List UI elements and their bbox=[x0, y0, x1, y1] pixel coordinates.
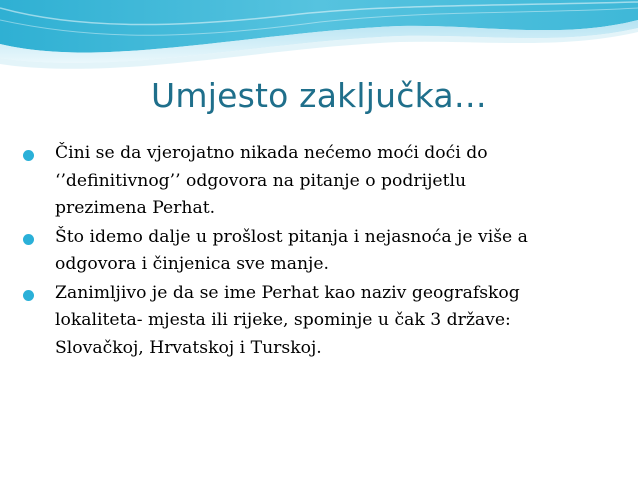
bullet-line: ‘’definitivnog’’ odgovora na pitanje o podrijetlu bbox=[55, 170, 467, 191]
bullet-line: Što idemo dalje u prošlost pitanja i nejasnoća je više a bbox=[55, 226, 528, 247]
round-bullet-icon bbox=[23, 234, 34, 245]
slide-title: Umjesto zaključka… bbox=[151, 76, 487, 115]
bullet-item bbox=[21, 280, 621, 363]
bullet-line: prezimena Perhat. bbox=[55, 198, 216, 218]
bullet-line: Čini se da vjerojatno nikada nećemo moći doći do bbox=[55, 143, 488, 163]
bullet-list bbox=[21, 140, 621, 363]
bullet-line: lokaliteta- mjesta ili rijeke, spominje u čak 3 države: bbox=[55, 310, 511, 330]
header-wave-decoration bbox=[0, 0, 638, 80]
bullet-item bbox=[21, 140, 621, 223]
bullet-line: Slovačkoj, Hrvatskoj i Turskoj. bbox=[55, 337, 322, 358]
bullet-item bbox=[21, 224, 621, 279]
bullet-line: odgovora i činjenica sve manje. bbox=[55, 254, 329, 274]
bullet-line: Zanimljivo je da se ime Perhat kao naziv geografskog bbox=[55, 282, 520, 303]
round-bullet-icon bbox=[23, 290, 34, 301]
round-bullet-icon bbox=[23, 150, 34, 161]
